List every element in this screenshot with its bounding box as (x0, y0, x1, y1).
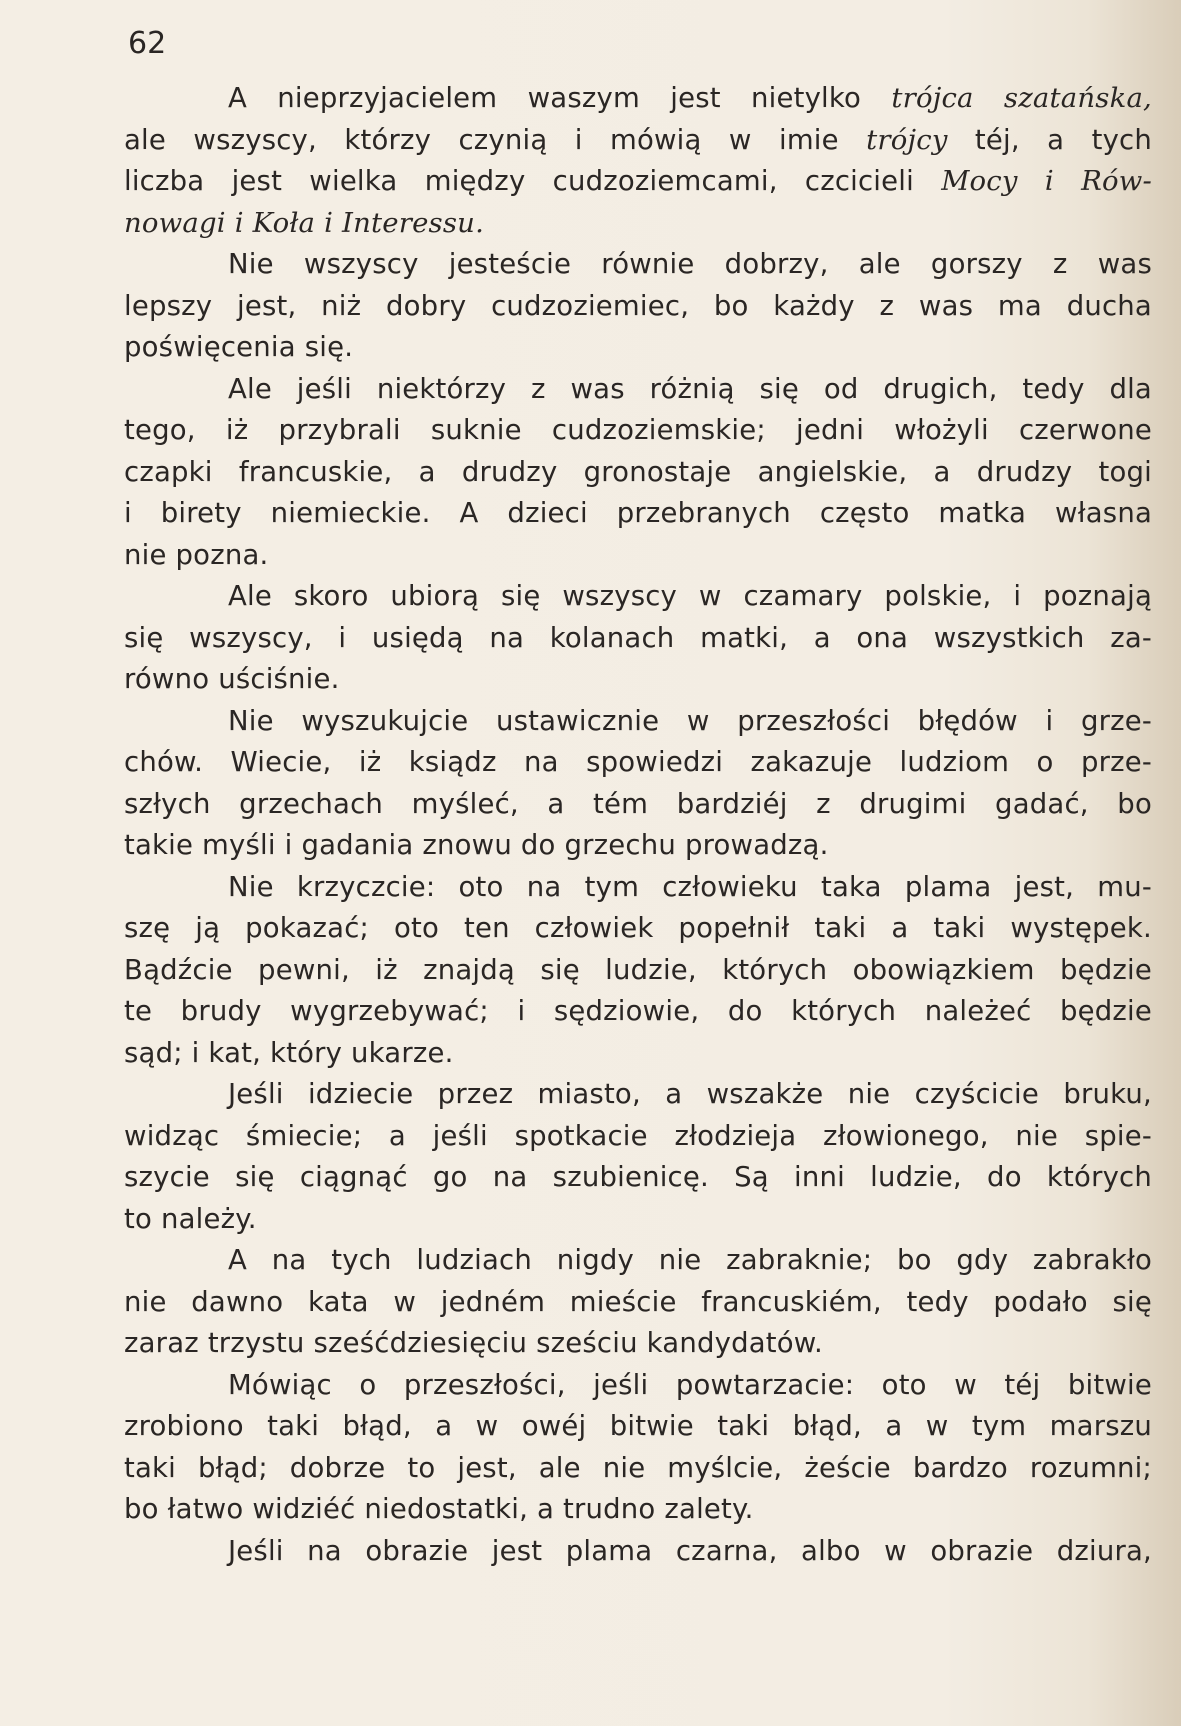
text-line (124, 1157, 1152, 1199)
text-line (124, 410, 1152, 452)
text-line (124, 78, 1152, 120)
text-line (124, 991, 1152, 1033)
text-segment: szycie się ciągnąć go na szubienicę. Są inni ludzie, do których (124, 1161, 1152, 1193)
text-segment: Jeśli na obrazie jest plama czarna, albo w obrazie dziura, (228, 1534, 1152, 1567)
text-line (124, 908, 1152, 950)
italic-text: trójcy (866, 123, 948, 156)
text-segment: zrobiono taki błąd, a w owéj bitwie taki błąd, a w tym marszu (124, 1410, 1152, 1442)
text-line (124, 203, 1152, 245)
text-segment: się wszyscy, i usiędą na kolanach matki, a ona wszystkich za- (124, 621, 1152, 654)
text-line (124, 950, 1152, 992)
text-segment: A na tych ludziach nigdy nie zabraknie; bo gdy zabrakło (228, 1244, 1152, 1276)
text-segment: Ale skoro ubiorą się wszyscy w czamary polskie, i poznają (228, 580, 1152, 612)
text-segment: tego, iż przybrali suknie cudzoziemskie; jedni włożyli czerwone (124, 414, 1152, 446)
text-line (124, 1282, 1152, 1324)
text-line (124, 1406, 1152, 1448)
text-line (124, 1448, 1152, 1490)
text-line (124, 742, 1152, 784)
text-segment: sąd; i kat, który ukarze. (124, 1036, 454, 1069)
text-line (124, 286, 1152, 328)
text-segment: szłych grzechach myśleć, a tém bardziéj z drugimi gadać, bo (124, 787, 1152, 820)
text-line (124, 1116, 1152, 1158)
text-line (124, 452, 1152, 494)
text-line (124, 1323, 1152, 1365)
text-segment: ale wszyscy, którzy czynią i mówią w imie (124, 123, 867, 156)
text-segment: chów. Wiecie, iż ksiądz na spowiedzi zakazuje ludziom o prze- (124, 746, 1152, 778)
text-segment: nie dawno kata w jedném mieście francuskiém, tedy podało się (124, 1285, 1152, 1318)
text-line (124, 1489, 1152, 1531)
text-line (124, 867, 1152, 909)
text-line (124, 1199, 1152, 1241)
text-line (124, 493, 1152, 535)
text-line (124, 1240, 1152, 1282)
text-line (124, 1074, 1152, 1116)
italic-text: nowagi i Koła i Interessu. (124, 206, 485, 239)
text-segment: równo uściśnie. (124, 663, 340, 695)
text-segment: A nieprzyjacielem waszym jest nietylko (228, 82, 892, 114)
text-segment: lepszy jest, niż dobry cudzoziemiec, bo każdy z was ma ducha (124, 289, 1152, 322)
text-segment: Mówiąc o przeszłości, jeśli powtarzacie: oto w téj bitwie (228, 1368, 1152, 1401)
text-line (124, 120, 1152, 162)
body-text (124, 78, 1152, 1572)
text-segment: Bądźcie pewni, iż znajdą się ludzie, których obowiązkiem będzie (124, 953, 1152, 986)
text-segment: szę ją pokazać; oto ten człowiek popełnił taki a taki występek. (124, 912, 1152, 944)
text-segment: czapki francuskie, a drudzy gronostaje angielskie, a drudzy togi (124, 455, 1152, 488)
text-line (124, 659, 1152, 701)
text-segment: takie myśli i gadania znowu do grzechu prowadzą. (124, 829, 829, 861)
text-segment: zaraz trzystu sześćdziesięciu sześciu kandydatów. (124, 1327, 823, 1359)
text-line (124, 535, 1152, 577)
text-segment: bo łatwo widziéć niedostatki, a trudno zalety. (124, 1493, 754, 1525)
page-number: 62 (128, 26, 167, 61)
text-segment: Nie wszyscy jesteście równie dobrzy, ale gorszy z was (228, 248, 1152, 280)
text-line (124, 327, 1152, 369)
italic-text: Mocy i Rów- (941, 165, 1152, 197)
text-segment: i birety niemieckie. A dzieci przebranych często matka własna (124, 497, 1152, 529)
text-segment: widząc śmiecie; a jeśli spotkacie złodzieja złowionego, nie spie- (124, 1119, 1152, 1152)
text-segment: to należy. (124, 1202, 257, 1235)
text-line (124, 161, 1152, 203)
text-segment: Nie krzyczcie: oto na tym człowieku taka plama jest, mu- (228, 870, 1152, 903)
text-line (124, 701, 1152, 743)
text-line (124, 618, 1152, 660)
text-segment: poświęcenia się. (124, 331, 354, 363)
text-segment: Nie wyszukujcie ustawicznie w przeszłości błędów i grze- (228, 704, 1152, 737)
text-segment: nie pozna. (124, 538, 269, 571)
text-line (124, 576, 1152, 618)
text-line (124, 1033, 1152, 1075)
text-segment: Ale jeśli niektórzy z was różnią się od drugich, tedy dla (228, 372, 1152, 405)
text-segment: taki błąd; dobrze to jest, ale nie myślcie, żeście bardzo rozumni; (124, 1451, 1152, 1484)
text-line (124, 1531, 1152, 1573)
italic-text: trójca szatańska, (891, 82, 1152, 114)
text-line (124, 244, 1152, 286)
text-line (124, 825, 1152, 867)
text-line (124, 1365, 1152, 1407)
text-segment: te brudy wygrzebywać; i sędziowie, do których należeć będzie (124, 995, 1152, 1027)
text-line (124, 784, 1152, 826)
text-segment: Jeśli idziecie przez miasto, a wszakże nie czyścicie bruku, (228, 1078, 1152, 1110)
text-segment: liczba jest wielka między cudzoziemcami, czcicieli (124, 165, 942, 197)
text-line (124, 369, 1152, 411)
text-segment: téj, a tych (947, 123, 1152, 156)
